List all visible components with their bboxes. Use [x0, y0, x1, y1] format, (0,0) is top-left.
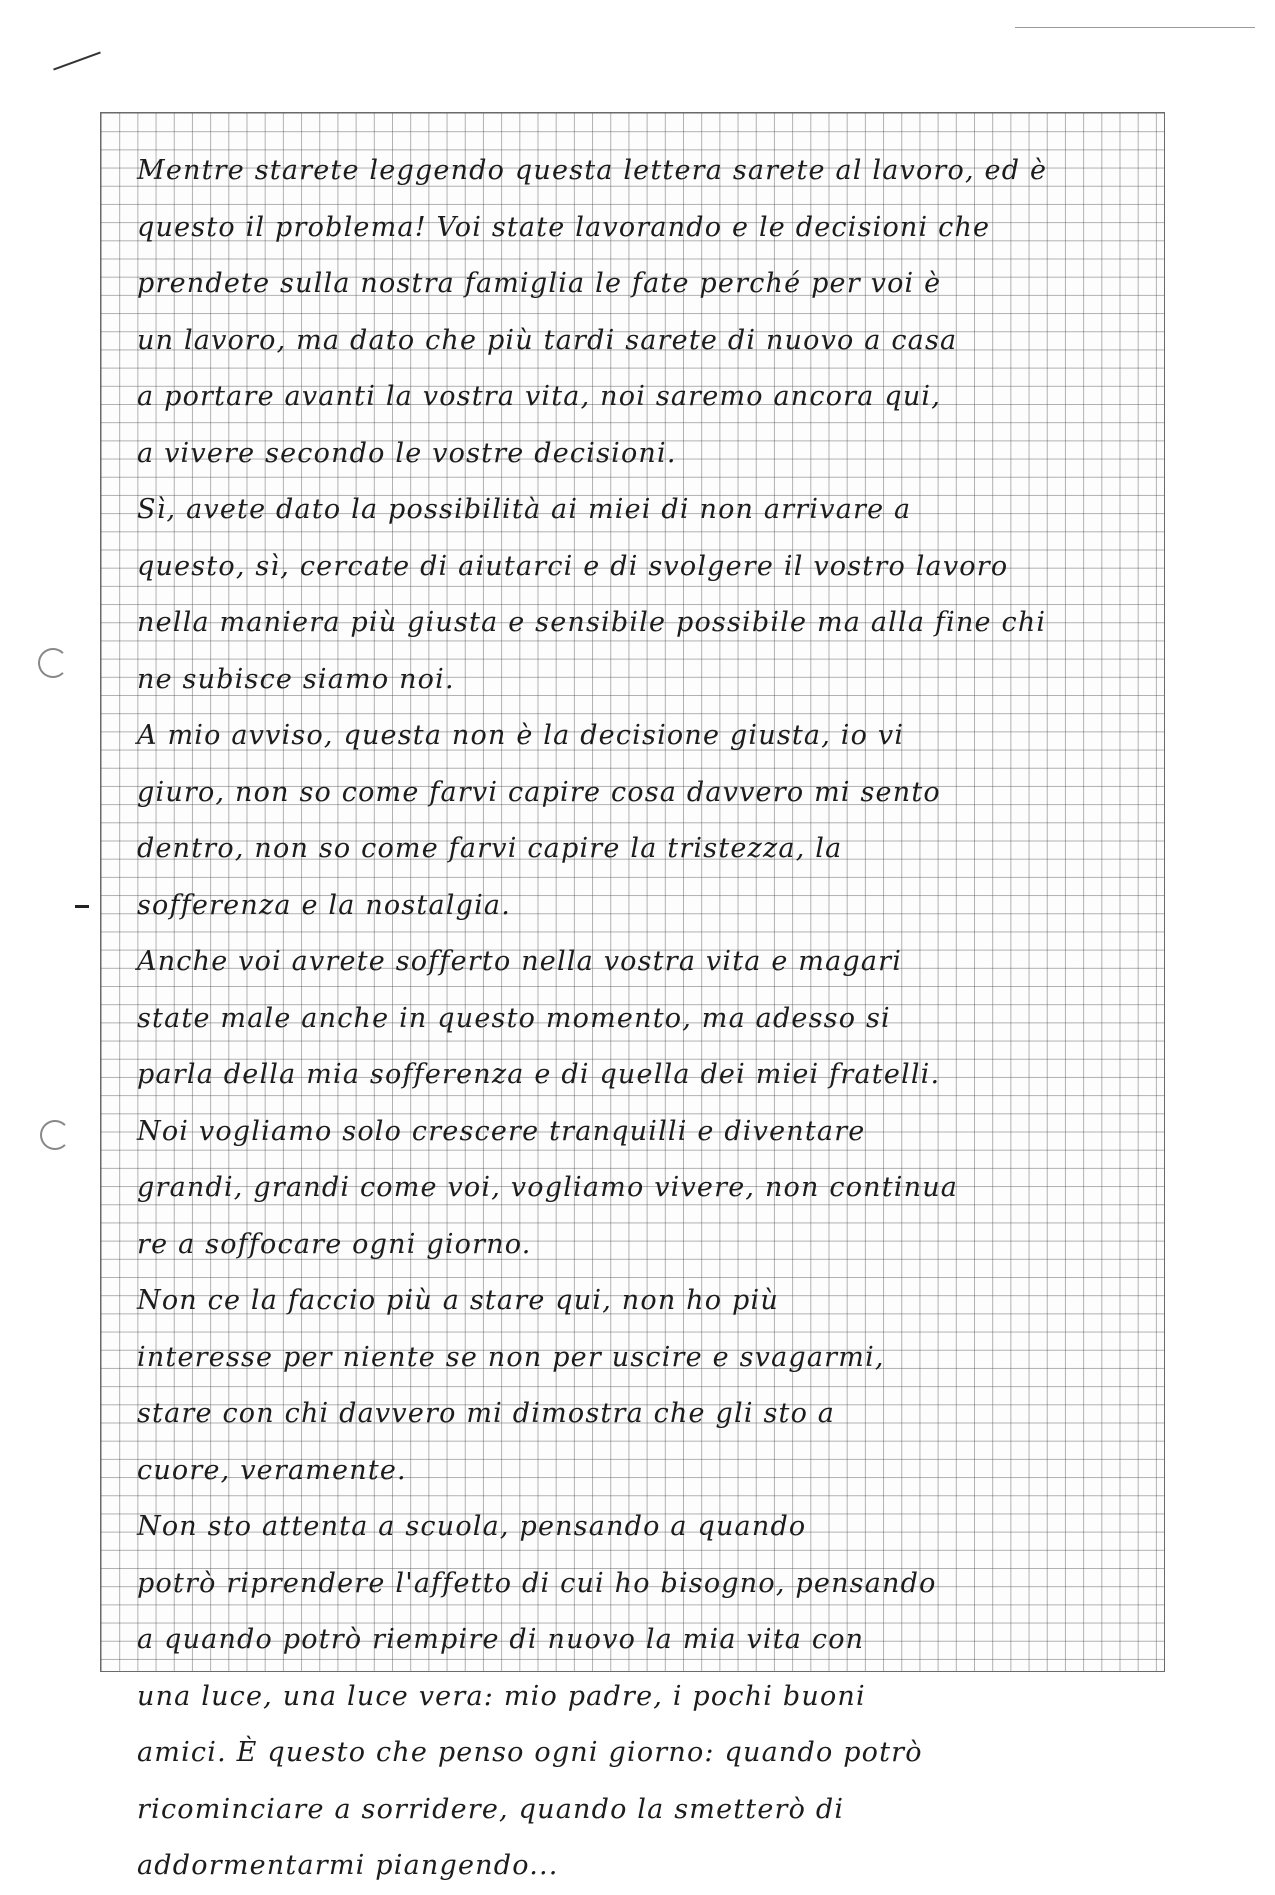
- letter-line: questo il problema! Voi state lavorando e le decisioni che: [137, 211, 991, 243]
- punch-hole-mark: [38, 648, 68, 678]
- letter-line: prendete sulla nostra famiglia le fate perché per voi è: [137, 268, 942, 299]
- letter-line: stare con chi davvero mi dimostra che gli sto a: [137, 1398, 836, 1429]
- letter-line: Mentre starete leggendo questa lettera sarete al lavoro, ed è: [137, 155, 1048, 186]
- letter-line: state male anche in questo momento, ma adesso si: [137, 1002, 891, 1034]
- letter-line: sofferenza e la nostalgia.: [137, 889, 512, 921]
- letter-line: amici. È questo che penso ogni giorno: quando potrò: [137, 1737, 923, 1768]
- letter-line: cuore, veramente.: [137, 1454, 407, 1486]
- margin-dash-mark: [75, 905, 89, 908]
- letter-line: a vivere secondo le vostre decisioni.: [137, 437, 677, 469]
- letter-line: a portare avanti la vostra vita, noi saremo ancora qui,: [137, 381, 942, 412]
- scan-top-edge-line: [1015, 27, 1255, 28]
- letter-line: giuro, non so come farvi capire cosa davvero mi sento: [137, 776, 941, 808]
- letter-line: Noi vogliamo solo crescere tranquilli e diventare: [137, 1115, 866, 1147]
- letter-line: A mio avviso, questa non è la decisione giusta, io vi: [137, 720, 905, 751]
- letter-line: Non ce la faccio più a stare qui, non ho più: [137, 1285, 779, 1316]
- scan-corner-mark: [53, 52, 101, 71]
- letter-line: Sì, avete dato la possibilità ai miei di non arrivare a: [137, 494, 912, 525]
- letter-line: parla della mia sofferenza e di quella dei miei fratelli.: [137, 1059, 941, 1090]
- letter-line: ne subisce siamo noi.: [137, 663, 455, 695]
- letter-line: addormentarmi piangendo...: [137, 1850, 559, 1881]
- letter-line: re a soffocare ogni giorno.: [137, 1228, 532, 1260]
- handwritten-letter: [137, 143, 1147, 1895]
- grid-paper-sheet: [100, 112, 1165, 1881]
- letter-line: Non sto attenta a scuola, pensando a quando: [137, 1511, 807, 1542]
- letter-line: interesse per niente se non per uscire e svagarmi,: [137, 1341, 885, 1373]
- letter-line: grandi, grandi come voi, vogliamo vivere, non continua: [137, 1172, 959, 1203]
- letter-line: potrò riprendere l'affetto di cui ho bisogno, pensando: [137, 1567, 937, 1599]
- letter-line: a quando potrò riempire di nuovo la mia vita con: [137, 1624, 865, 1655]
- punch-hole-mark: [40, 1120, 70, 1150]
- letter-line: una luce, una luce vera: mio padre, i pochi buoni: [137, 1680, 866, 1712]
- letter-line: questo, sì, cercate di aiutarci e di svolgere il vostro lavoro: [137, 550, 1009, 582]
- letter-line: dentro, non so come farvi capire la tristezza, la: [137, 833, 843, 864]
- letter-line: un lavoro, ma dato che più tardi sarete di nuovo a casa: [137, 324, 958, 356]
- letter-line: ricominciare a sorridere, quando la smetterò di: [137, 1793, 845, 1825]
- letter-line: nella maniera più giusta e sensibile possibile ma alla fine chi: [137, 607, 1047, 638]
- letter-line: Anche voi avrete sofferto nella vostra vita e magari: [137, 946, 903, 977]
